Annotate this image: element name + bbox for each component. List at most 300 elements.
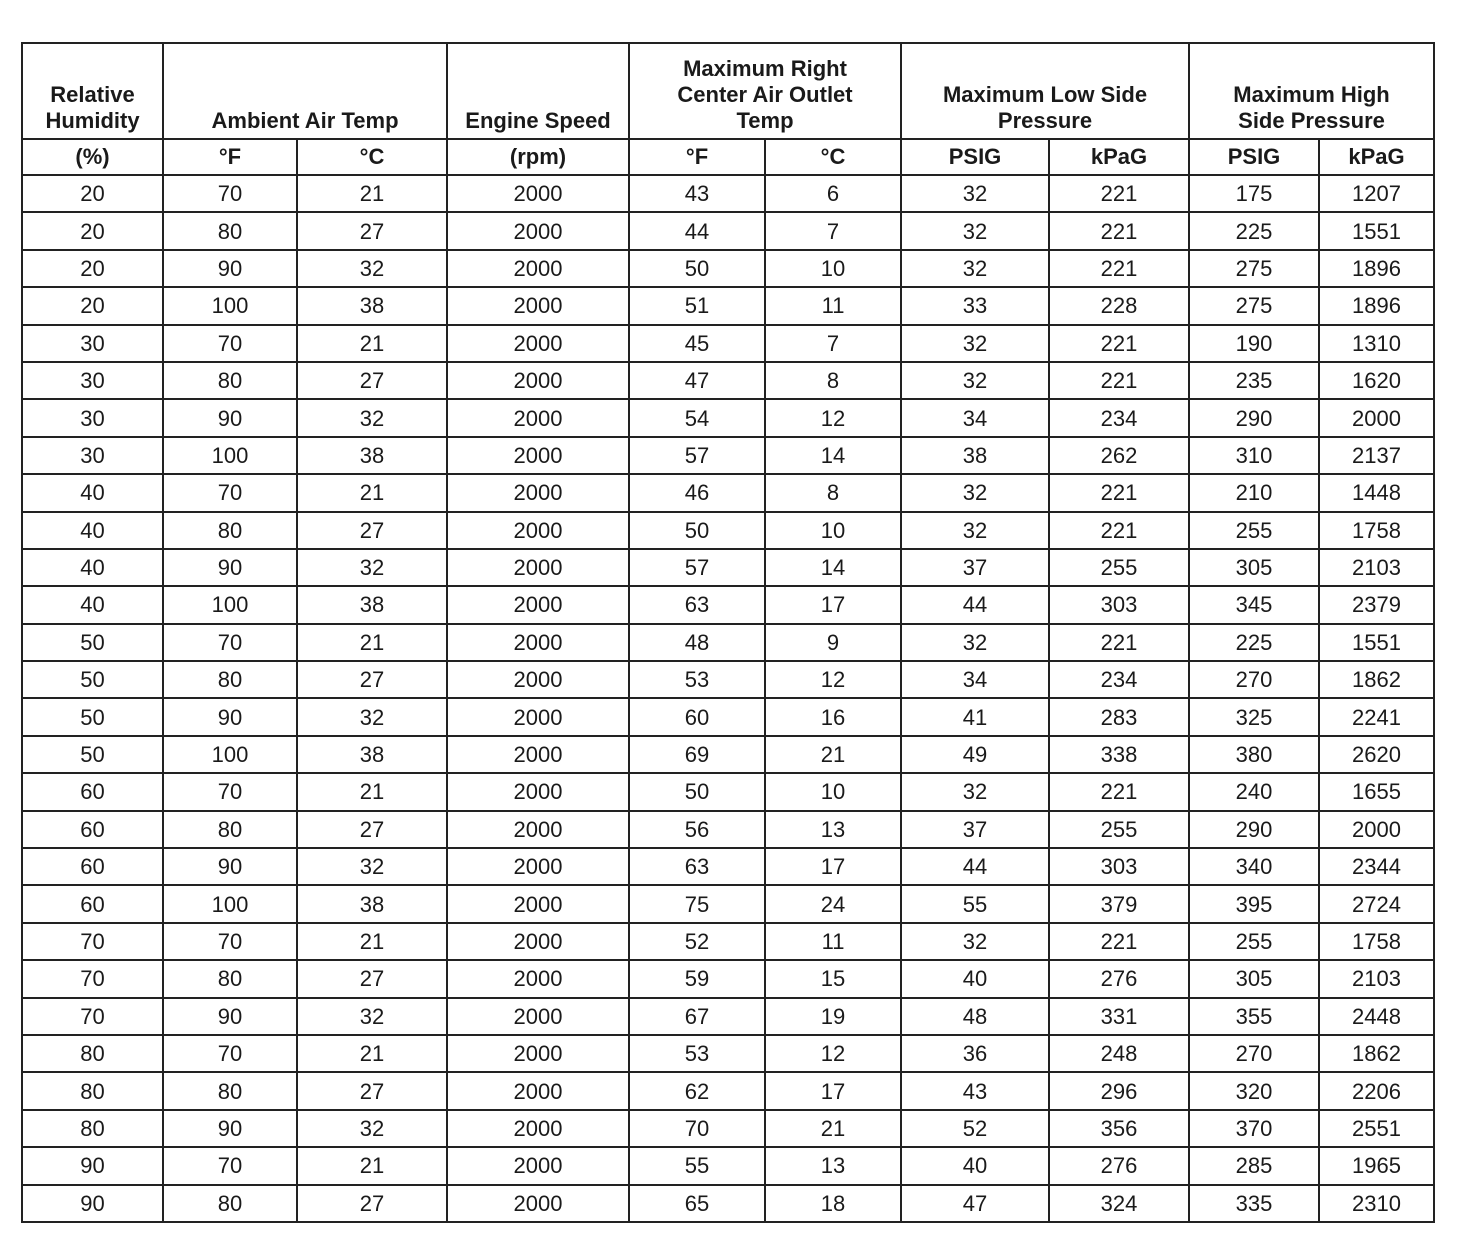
table-cell: 235 <box>1189 362 1319 399</box>
table-cell: 1207 <box>1319 175 1434 212</box>
table-cell: 345 <box>1189 586 1319 623</box>
table-row <box>22 325 1434 362</box>
table-cell: 60 <box>22 848 163 885</box>
header-text: Maximum Right <box>683 56 847 81</box>
table-cell: 80 <box>163 1072 297 1109</box>
table-cell: 27 <box>297 1072 447 1109</box>
header-text: Pressure <box>997 108 1093 133</box>
table-cell: 47 <box>629 362 765 399</box>
table-cell: 55 <box>629 1147 765 1184</box>
table-cell: 2448 <box>1319 998 1434 1035</box>
table-cell: 67 <box>629 998 765 1035</box>
table-cell: 190 <box>1189 325 1319 362</box>
table-cell: 338 <box>1049 736 1189 773</box>
table-row <box>22 998 1434 1035</box>
table-cell: 41 <box>901 698 1049 735</box>
table-cell: 2000 <box>447 661 629 698</box>
table-cell: 34 <box>901 399 1049 436</box>
table-cell: 30 <box>22 325 163 362</box>
table-cell: 80 <box>163 960 297 997</box>
table-cell: 2000 <box>447 1147 629 1184</box>
table-row <box>22 811 1434 848</box>
table-cell: 221 <box>1049 474 1189 511</box>
table-cell: 2103 <box>1319 549 1434 586</box>
table-cell: 270 <box>1189 1035 1319 1072</box>
header-text: Maximum High <box>1233 82 1390 107</box>
table-cell: 395 <box>1189 885 1319 922</box>
table-cell: 8 <box>765 362 901 399</box>
table-cell: 2000 <box>447 998 629 1035</box>
table-cell: 90 <box>163 250 297 287</box>
table-cell: 1896 <box>1319 287 1434 324</box>
table-cell: 27 <box>297 960 447 997</box>
table-cell: 44 <box>629 212 765 249</box>
table-cell: 90 <box>163 1110 297 1147</box>
table-cell: 32 <box>297 399 447 436</box>
table-cell: 40 <box>22 586 163 623</box>
table-cell: 27 <box>297 811 447 848</box>
table-cell: 2000 <box>447 512 629 549</box>
table-cell: 221 <box>1049 624 1189 661</box>
unit-cell: °F <box>629 139 765 175</box>
table-cell: 80 <box>163 811 297 848</box>
table-row <box>22 399 1434 436</box>
table-cell: 221 <box>1049 212 1189 249</box>
table-cell: 32 <box>297 698 447 735</box>
table-cell: 33 <box>901 287 1049 324</box>
table-cell: 45 <box>629 325 765 362</box>
table-cell: 52 <box>629 923 765 960</box>
table-row <box>22 212 1434 249</box>
table-cell: 2000 <box>447 586 629 623</box>
table-cell: 21 <box>297 1035 447 1072</box>
table-cell: 30 <box>22 399 163 436</box>
table-cell: 15 <box>765 960 901 997</box>
table-cell: 17 <box>765 1072 901 1109</box>
header-text: Relative <box>50 82 135 107</box>
table-cell: 2000 <box>447 698 629 735</box>
table-cell: 2000 <box>447 325 629 362</box>
table-cell: 21 <box>297 175 447 212</box>
table-cell: 303 <box>1049 848 1189 885</box>
table-cell: 100 <box>163 736 297 773</box>
table-row <box>22 624 1434 661</box>
table-cell: 2241 <box>1319 698 1434 735</box>
table-cell: 13 <box>765 811 901 848</box>
table-cell: 1551 <box>1319 212 1434 249</box>
table-cell: 2000 <box>447 736 629 773</box>
table-cell: 2000 <box>447 773 629 810</box>
table-cell: 2000 <box>447 287 629 324</box>
table-cell: 40 <box>22 474 163 511</box>
table-cell: 2000 <box>447 212 629 249</box>
table-cell: 21 <box>297 325 447 362</box>
table-cell: 2103 <box>1319 960 1434 997</box>
table-cell: 43 <box>629 175 765 212</box>
table-cell: 2000 <box>447 250 629 287</box>
table-row <box>22 1072 1434 1109</box>
table-cell: 21 <box>297 773 447 810</box>
table-cell: 62 <box>629 1072 765 1109</box>
unit-cell: °C <box>297 139 447 175</box>
table-cell: 290 <box>1189 399 1319 436</box>
table-cell: 221 <box>1049 923 1189 960</box>
table-cell: 48 <box>629 624 765 661</box>
table-cell: 51 <box>629 287 765 324</box>
table-cell: 32 <box>901 923 1049 960</box>
performance-table <box>21 42 1435 1223</box>
table-cell: 70 <box>163 773 297 810</box>
table-cell: 10 <box>765 773 901 810</box>
table-cell: 340 <box>1189 848 1319 885</box>
table-row <box>22 848 1434 885</box>
table-cell: 2206 <box>1319 1072 1434 1109</box>
table-cell: 19 <box>765 998 901 1035</box>
table-cell: 380 <box>1189 736 1319 773</box>
table-cell: 379 <box>1049 885 1189 922</box>
table-cell: 27 <box>297 661 447 698</box>
table-cell: 1862 <box>1319 661 1434 698</box>
table-cell: 221 <box>1049 250 1189 287</box>
table-cell: 50 <box>22 736 163 773</box>
table-row <box>22 736 1434 773</box>
table-cell: 2724 <box>1319 885 1434 922</box>
table-cell: 255 <box>1189 512 1319 549</box>
table-cell: 40 <box>22 512 163 549</box>
table-cell: 2000 <box>447 175 629 212</box>
table-cell: 80 <box>163 212 297 249</box>
table-cell: 335 <box>1189 1185 1319 1222</box>
table-cell: 12 <box>765 661 901 698</box>
table-cell: 54 <box>629 399 765 436</box>
table-row <box>22 698 1434 735</box>
unit-cell: kPaG <box>1049 139 1189 175</box>
table-cell: 70 <box>163 175 297 212</box>
table-cell: 12 <box>765 399 901 436</box>
table-row <box>22 661 1434 698</box>
table-cell: 80 <box>163 1185 297 1222</box>
header-text: Humidity <box>45 108 140 133</box>
table-cell: 11 <box>765 923 901 960</box>
table-cell: 44 <box>901 848 1049 885</box>
table-cell: 38 <box>297 287 447 324</box>
table-cell: 2000 <box>447 923 629 960</box>
table-cell: 90 <box>22 1147 163 1184</box>
table-cell: 32 <box>901 175 1049 212</box>
table-cell: 17 <box>765 848 901 885</box>
table-cell: 59 <box>629 960 765 997</box>
table-cell: 90 <box>163 998 297 1035</box>
table-cell: 8 <box>765 474 901 511</box>
table-cell: 100 <box>163 287 297 324</box>
table-cell: 2310 <box>1319 1185 1434 1222</box>
table-cell: 56 <box>629 811 765 848</box>
table-cell: 65 <box>629 1185 765 1222</box>
table-cell: 32 <box>297 848 447 885</box>
table-cell: 32 <box>901 512 1049 549</box>
table-row <box>22 960 1434 997</box>
table-cell: 70 <box>163 325 297 362</box>
table-cell: 70 <box>163 1035 297 1072</box>
table-cell: 27 <box>297 512 447 549</box>
table-cell: 53 <box>629 661 765 698</box>
table-cell: 38 <box>297 586 447 623</box>
table-cell: 255 <box>1049 549 1189 586</box>
table-cell: 60 <box>22 773 163 810</box>
table-cell: 1310 <box>1319 325 1434 362</box>
table-cell: 296 <box>1049 1072 1189 1109</box>
table-row <box>22 1185 1434 1222</box>
table-cell: 2000 <box>447 437 629 474</box>
table-cell: 30 <box>22 362 163 399</box>
table-cell: 100 <box>163 885 297 922</box>
table-cell: 27 <box>297 1185 447 1222</box>
table-row <box>22 586 1434 623</box>
table-cell: 20 <box>22 250 163 287</box>
table-cell: 175 <box>1189 175 1319 212</box>
table-cell: 80 <box>163 661 297 698</box>
table-cell: 234 <box>1049 661 1189 698</box>
table-cell: 38 <box>297 437 447 474</box>
table-cell: 310 <box>1189 437 1319 474</box>
table-cell: 69 <box>629 736 765 773</box>
table-cell: 305 <box>1189 549 1319 586</box>
table-cell: 2620 <box>1319 736 1434 773</box>
table-cell: 21 <box>297 923 447 960</box>
table-cell: 1448 <box>1319 474 1434 511</box>
table-cell: 49 <box>901 736 1049 773</box>
table-cell: 32 <box>901 325 1049 362</box>
table-body <box>22 175 1434 1222</box>
table-cell: 48 <box>901 998 1049 1035</box>
table-row <box>22 250 1434 287</box>
table-cell: 20 <box>22 287 163 324</box>
table-row <box>22 362 1434 399</box>
header-low-side-pressure <box>901 43 1189 139</box>
table-cell: 21 <box>297 624 447 661</box>
table-cell: 24 <box>765 885 901 922</box>
table-cell: 32 <box>901 212 1049 249</box>
table-cell: 2000 <box>447 885 629 922</box>
header-outlet-temp <box>629 43 901 139</box>
table-cell: 40 <box>901 960 1049 997</box>
table-cell: 303 <box>1049 586 1189 623</box>
table-cell: 221 <box>1049 362 1189 399</box>
table-cell: 90 <box>163 549 297 586</box>
table-cell: 255 <box>1049 811 1189 848</box>
table-cell: 13 <box>765 1147 901 1184</box>
table-cell: 32 <box>297 1110 447 1147</box>
table-cell: 63 <box>629 848 765 885</box>
table-row <box>22 923 1434 960</box>
table-cell: 2000 <box>447 848 629 885</box>
table-cell: 1965 <box>1319 1147 1434 1184</box>
unit-cell: °C <box>765 139 901 175</box>
table-cell: 2000 <box>447 1185 629 1222</box>
table-cell: 305 <box>1189 960 1319 997</box>
table-cell: 70 <box>163 923 297 960</box>
table-cell: 37 <box>901 811 1049 848</box>
header-high-side-pressure <box>1189 43 1434 139</box>
table-cell: 52 <box>901 1110 1049 1147</box>
table-cell: 32 <box>297 998 447 1035</box>
table-cell: 32 <box>901 624 1049 661</box>
table-cell: 262 <box>1049 437 1189 474</box>
header-ambient-air-temp <box>163 43 447 139</box>
table-cell: 2000 <box>447 960 629 997</box>
table-cell: 80 <box>163 512 297 549</box>
table-cell: 60 <box>22 811 163 848</box>
table-cell: 21 <box>765 736 901 773</box>
table-cell: 2344 <box>1319 848 1434 885</box>
table-cell: 70 <box>22 998 163 1035</box>
table-cell: 37 <box>901 549 1049 586</box>
table-cell: 40 <box>901 1147 1049 1184</box>
unit-cell: (rpm) <box>447 139 629 175</box>
unit-cell: °F <box>163 139 297 175</box>
table-cell: 21 <box>765 1110 901 1147</box>
unit-row <box>22 139 1434 175</box>
table-cell: 12 <box>765 1035 901 1072</box>
table-cell: 285 <box>1189 1147 1319 1184</box>
table-cell: 283 <box>1049 698 1189 735</box>
table-row <box>22 773 1434 810</box>
table-cell: 1758 <box>1319 923 1434 960</box>
table-cell: 2000 <box>447 624 629 661</box>
table-cell: 50 <box>629 773 765 810</box>
table-cell: 2000 <box>447 474 629 511</box>
table-cell: 21 <box>297 474 447 511</box>
header-text: Temp <box>736 108 794 133</box>
table-cell: 75 <box>629 885 765 922</box>
table-cell: 53 <box>629 1035 765 1072</box>
header-text: Ambient Air Temp <box>211 108 399 133</box>
table-cell: 57 <box>629 437 765 474</box>
table-cell: 27 <box>297 362 447 399</box>
table-cell: 2000 <box>1319 399 1434 436</box>
table-cell: 57 <box>629 549 765 586</box>
header-text: Side Pressure <box>1238 108 1385 133</box>
table-cell: 225 <box>1189 624 1319 661</box>
header-text: Center Air Outlet <box>677 82 853 107</box>
table-row <box>22 512 1434 549</box>
table-cell: 1896 <box>1319 250 1434 287</box>
table-cell: 11 <box>765 287 901 324</box>
table-cell: 50 <box>22 624 163 661</box>
table-cell: 275 <box>1189 250 1319 287</box>
table-cell: 255 <box>1189 923 1319 960</box>
table-cell: 221 <box>1049 175 1189 212</box>
table-cell: 90 <box>163 698 297 735</box>
unit-cell: kPaG <box>1319 139 1434 175</box>
table-cell: 90 <box>163 848 297 885</box>
table-cell: 43 <box>901 1072 1049 1109</box>
table-cell: 20 <box>22 175 163 212</box>
table-cell: 21 <box>297 1147 447 1184</box>
table-cell: 2000 <box>447 811 629 848</box>
table-row <box>22 474 1434 511</box>
table-cell: 55 <box>901 885 1049 922</box>
table-cell: 10 <box>765 512 901 549</box>
table-cell: 30 <box>22 437 163 474</box>
table-cell: 325 <box>1189 698 1319 735</box>
table-cell: 36 <box>901 1035 1049 1072</box>
table-row <box>22 1110 1434 1147</box>
table-cell: 32 <box>297 549 447 586</box>
header-text: Engine Speed <box>465 108 611 133</box>
table-cell: 6 <box>765 175 901 212</box>
table-cell: 40 <box>22 549 163 586</box>
table-cell: 70 <box>22 960 163 997</box>
table-cell: 324 <box>1049 1185 1189 1222</box>
table-row <box>22 287 1434 324</box>
table-cell: 47 <box>901 1185 1049 1222</box>
table-cell: 80 <box>22 1110 163 1147</box>
table-cell: 46 <box>629 474 765 511</box>
table-cell: 70 <box>163 1147 297 1184</box>
table-cell: 2000 <box>447 362 629 399</box>
table-cell: 100 <box>163 437 297 474</box>
table-cell: 50 <box>629 512 765 549</box>
table-cell: 248 <box>1049 1035 1189 1072</box>
table-cell: 1620 <box>1319 362 1434 399</box>
table-cell: 276 <box>1049 1147 1189 1184</box>
table-cell: 70 <box>629 1110 765 1147</box>
table-cell: 221 <box>1049 325 1189 362</box>
header-engine-speed <box>447 43 629 139</box>
table-cell: 370 <box>1189 1110 1319 1147</box>
table-cell: 2000 <box>447 1072 629 1109</box>
table-cell: 70 <box>163 624 297 661</box>
table-cell: 38 <box>901 437 1049 474</box>
table-cell: 225 <box>1189 212 1319 249</box>
table-cell: 2000 <box>447 1035 629 1072</box>
table-cell: 16 <box>765 698 901 735</box>
table-cell: 32 <box>297 250 447 287</box>
table-cell: 2000 <box>447 1110 629 1147</box>
table-cell: 290 <box>1189 811 1319 848</box>
table-cell: 100 <box>163 586 297 623</box>
table-cell: 50 <box>22 661 163 698</box>
table-cell: 14 <box>765 549 901 586</box>
table-cell: 7 <box>765 212 901 249</box>
table-cell: 14 <box>765 437 901 474</box>
table-cell: 80 <box>163 362 297 399</box>
header-text: Maximum Low Side <box>942 82 1148 107</box>
table-cell: 221 <box>1049 773 1189 810</box>
table-cell: 32 <box>901 250 1049 287</box>
table-row <box>22 1147 1434 1184</box>
table-cell: 32 <box>901 474 1049 511</box>
table-cell: 18 <box>765 1185 901 1222</box>
table-cell: 32 <box>901 362 1049 399</box>
table-cell: 210 <box>1189 474 1319 511</box>
table-cell: 50 <box>22 698 163 735</box>
table-cell: 2551 <box>1319 1110 1434 1147</box>
header-row <box>22 43 1434 139</box>
table-cell: 50 <box>629 250 765 287</box>
table-cell: 221 <box>1049 512 1189 549</box>
unit-cell: PSIG <box>1189 139 1319 175</box>
table-cell: 80 <box>22 1035 163 1072</box>
table-row <box>22 1035 1434 1072</box>
table-cell: 331 <box>1049 998 1189 1035</box>
table-cell: 234 <box>1049 399 1189 436</box>
table-cell: 32 <box>901 773 1049 810</box>
table-cell: 27 <box>297 212 447 249</box>
table-cell: 44 <box>901 586 1049 623</box>
table-cell: 1655 <box>1319 773 1434 810</box>
